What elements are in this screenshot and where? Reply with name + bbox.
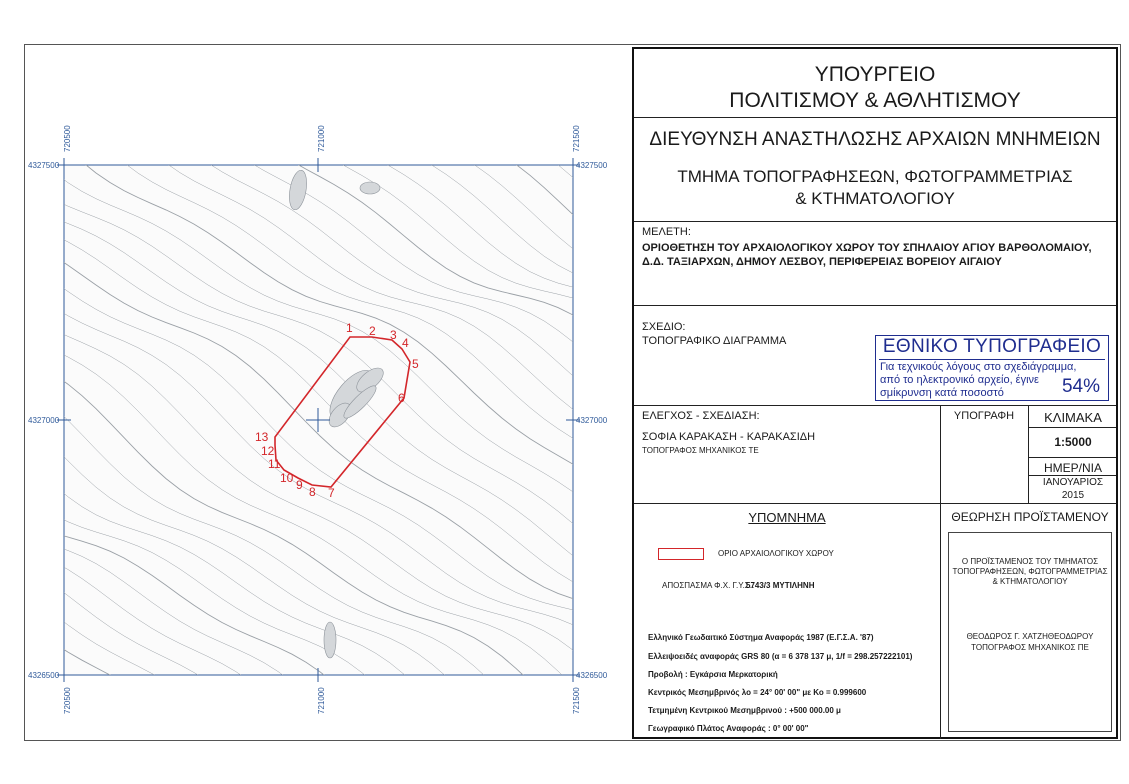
terrain-feature — [360, 182, 380, 194]
date-month: ΙΑΝΟΥΑΡΙΟΣ — [1042, 477, 1104, 488]
coord-top-left: 720500 — [63, 125, 72, 152]
geo-line-2: Ελλειψοειδές αναφοράς GRS 80 (α = 6 378 137 μ, 1/f = 298.257222101) — [648, 652, 913, 661]
stamp-line1: Για τεχνικούς λόγους στο σχεδιάγραμμα, — [880, 361, 1077, 373]
stamp-title: ΕΘΝΙΚΟ ΤΥΠΟΓΡΑΦΕΙΟ — [879, 335, 1105, 360]
boundary-point-2: 2 — [369, 324, 376, 338]
study-line2: Δ.Δ. ΤΑΞΙΑΡΧΩΝ, ΔΗΜΟΥ ΛΕΣΒΟΥ, ΠΕΡΙΦΕΡΕΙΑΣ ΒΟΡΕΙΟΥ ΑΙΓΑΙΟΥ — [642, 256, 1002, 268]
boundary-point-3: 3 — [390, 328, 397, 342]
geo-line-5: Τετμημένη Κεντρικού Μεσημβρινού : +500 000.00 μ — [648, 706, 841, 715]
boundary-point-4: 4 — [402, 336, 409, 350]
stamp-line2: από το ηλεκτρονικό αρχείο, έγινε — [880, 374, 1039, 386]
check-label: ΕΛΕΓΧΟΣ - ΣΧΕΔΙΑΣΗ: — [642, 410, 760, 422]
ministry-line1: ΥΠΟΥΡΓΕΙΟ — [814, 63, 936, 86]
ministry-line2: ΠΟΛΙΤΙΣΜΟΥ & ΑΘΛΗΤΙΣΜΟΥ — [729, 89, 1021, 112]
signature-label: ΥΠΟΓΡΑΦΗ — [953, 410, 1015, 422]
boundary-point-13: 13 — [255, 430, 269, 444]
geo-line-3: Προβολή : Εγκάρσια Μερκατορική — [648, 670, 778, 679]
study-label: ΜΕΛΕΤΗ: — [642, 226, 691, 238]
contour-line — [40, 745, 600, 784]
contour-line — [40, 661, 600, 784]
boundary-point-9: 9 — [296, 478, 303, 492]
legend-item-label: ΟΡΙΟ ΑΡΧΑΙΟΛΟΓΙΚΟΥ ΧΩΡΟΥ — [718, 549, 834, 558]
national-printing-stamp — [875, 335, 1109, 401]
date-year: 2015 — [1061, 490, 1085, 501]
boundary-point-12: 12 — [261, 444, 275, 458]
review-title: ΘΕΩΡΗΣΗ ΠΡΟΪΣΤΑΜΕΝΟΥ — [951, 510, 1109, 524]
geo-line-6: Γεωγραφικό Πλάτος Αναφοράς : 0° 00' 00" — [648, 724, 809, 733]
review-line2: ΤΟΠΟΓΡΑΦΗΣΕΩΝ, ΦΩΤΟΓΡΑΜΜΕΤΡΙΑΣ — [952, 567, 1108, 576]
coord-top-mid: 721000 — [317, 125, 326, 152]
scale-value: 1:5000 — [1054, 435, 1092, 449]
coord-left-mid: 4327000 — [28, 416, 60, 425]
coord-right-top: 4327500 — [576, 161, 608, 170]
study-line1: ΟΡΙΟΘΕΤΗΣΗ ΤΟΥ ΑΡΧΑΙΟΛΟΓΙΚΟΥ ΧΩΡΟΥ ΤΟΥ ΣΠΗΛΑΙΟΥ ΑΓΙΟΥ ΒΑΡΘΟΛΟΜΑΙΟΥ, — [642, 242, 1092, 254]
coord-left-bottom: 4326500 — [28, 671, 60, 680]
boundary-point-11: 11 — [268, 457, 281, 471]
legend-boundary-swatch — [658, 548, 704, 560]
stamp-percent: 54% — [1061, 376, 1100, 397]
geo-line-1: Ελληνικό Γεωδαιτικό Σύστημα Αναφοράς 1987 (Ε.Γ.Σ.Α. '87) — [648, 633, 874, 642]
check-name: ΣΟΦΙΑ ΚΑΡΑΚΑΣΗ - ΚΑΡΑΚΑΣΙΔΗ — [642, 431, 816, 443]
scale-label: ΚΛΙΜΑΚΑ — [1044, 410, 1102, 425]
excerpt-label: ΑΠΟΣΠΑΣΜΑ Φ.Χ. Γ.Υ.Σ.: — [662, 581, 755, 590]
check-title: ΤΟΠΟΓΡΑΦΟΣ ΜΗΧΑΝΙΚΟΣ ΤΕ — [642, 446, 759, 455]
title-block — [632, 47, 1118, 739]
section-line1: ΤΜΗΜΑ ΤΟΠΟΓΡΑΦΗΣΕΩΝ, ΦΩΤΟΓΡΑΜΜΕΤΡΙΑΣ — [677, 167, 1073, 186]
boundary-point-8: 8 — [309, 485, 316, 499]
contour-line — [40, 712, 600, 784]
head-title: ΤΟΠΟΓΡΑΦΟΣ ΜΗΧΑΝΙΚΟΣ ΠΕ — [971, 643, 1089, 652]
boundary-point-1: 1 — [346, 321, 353, 335]
boundary-point-7: 7 — [328, 486, 335, 500]
stamp-line3: σμίκρυνση κατά ποσοστό — [880, 387, 1004, 399]
coord-bottom-left: 720500 — [63, 687, 72, 714]
coord-right-bottom: 4326500 — [576, 671, 608, 680]
contour-line — [40, 0, 600, 108]
drawing-value: ΤΟΠΟΓΡΑΦΙΚΟ ΔΙΑΓΡΑΜΜΑ — [642, 335, 787, 347]
date-label: ΗΜΕΡ/ΝΙΑ — [1043, 461, 1102, 475]
drawing-label: ΣΧΕΔΙΟ: — [642, 321, 686, 333]
excerpt-value: 5743/3 ΜΥΤΙΛΗΝΗ — [746, 581, 815, 590]
boundary-point-5: 5 — [412, 357, 419, 371]
coord-bottom-right: 721500 — [572, 687, 581, 714]
review-line3: & ΚΤΗΜΑΤΟΛΟΓΙΟΥ — [992, 577, 1068, 586]
coord-right-mid: 4327000 — [576, 416, 608, 425]
contour-line — [40, 0, 600, 134]
boundary-point-6: 6 — [398, 391, 405, 405]
coord-top-right: 721500 — [572, 125, 581, 152]
head-name: ΘΕΟΔΩΡΟΣ Γ. ΧΑΤΖΗΘΕΟΔΩΡΟΥ — [966, 632, 1094, 641]
review-line1: Ο ΠΡΟΪΣΤΑΜΕΝΟΣ ΤΟΥ ΤΜΗΜΑΤΟΣ — [961, 557, 1099, 566]
directorate-name: ΔΙΕΥΘΥΝΣΗ ΑΝΑΣΤΗΛΩΣΗΣ ΑΡΧΑΙΩΝ ΜΝΗΜΕΙΩΝ — [649, 129, 1101, 150]
boundary-point-10: 10 — [280, 471, 294, 485]
geo-line-4: Κεντρικός Μεσημβρινός λο = 24° 00' 00" με Κο = 0.999600 — [648, 688, 867, 697]
coord-left-top: 4327500 — [28, 161, 60, 170]
legend-title: ΥΠΟΜΝΗΜΑ — [748, 510, 826, 525]
section-line2: & ΚΤΗΜΑΤΟΛΟΓΙΟΥ — [795, 189, 955, 208]
terrain-feature — [324, 622, 336, 658]
coord-bottom-mid: 721000 — [317, 687, 326, 714]
